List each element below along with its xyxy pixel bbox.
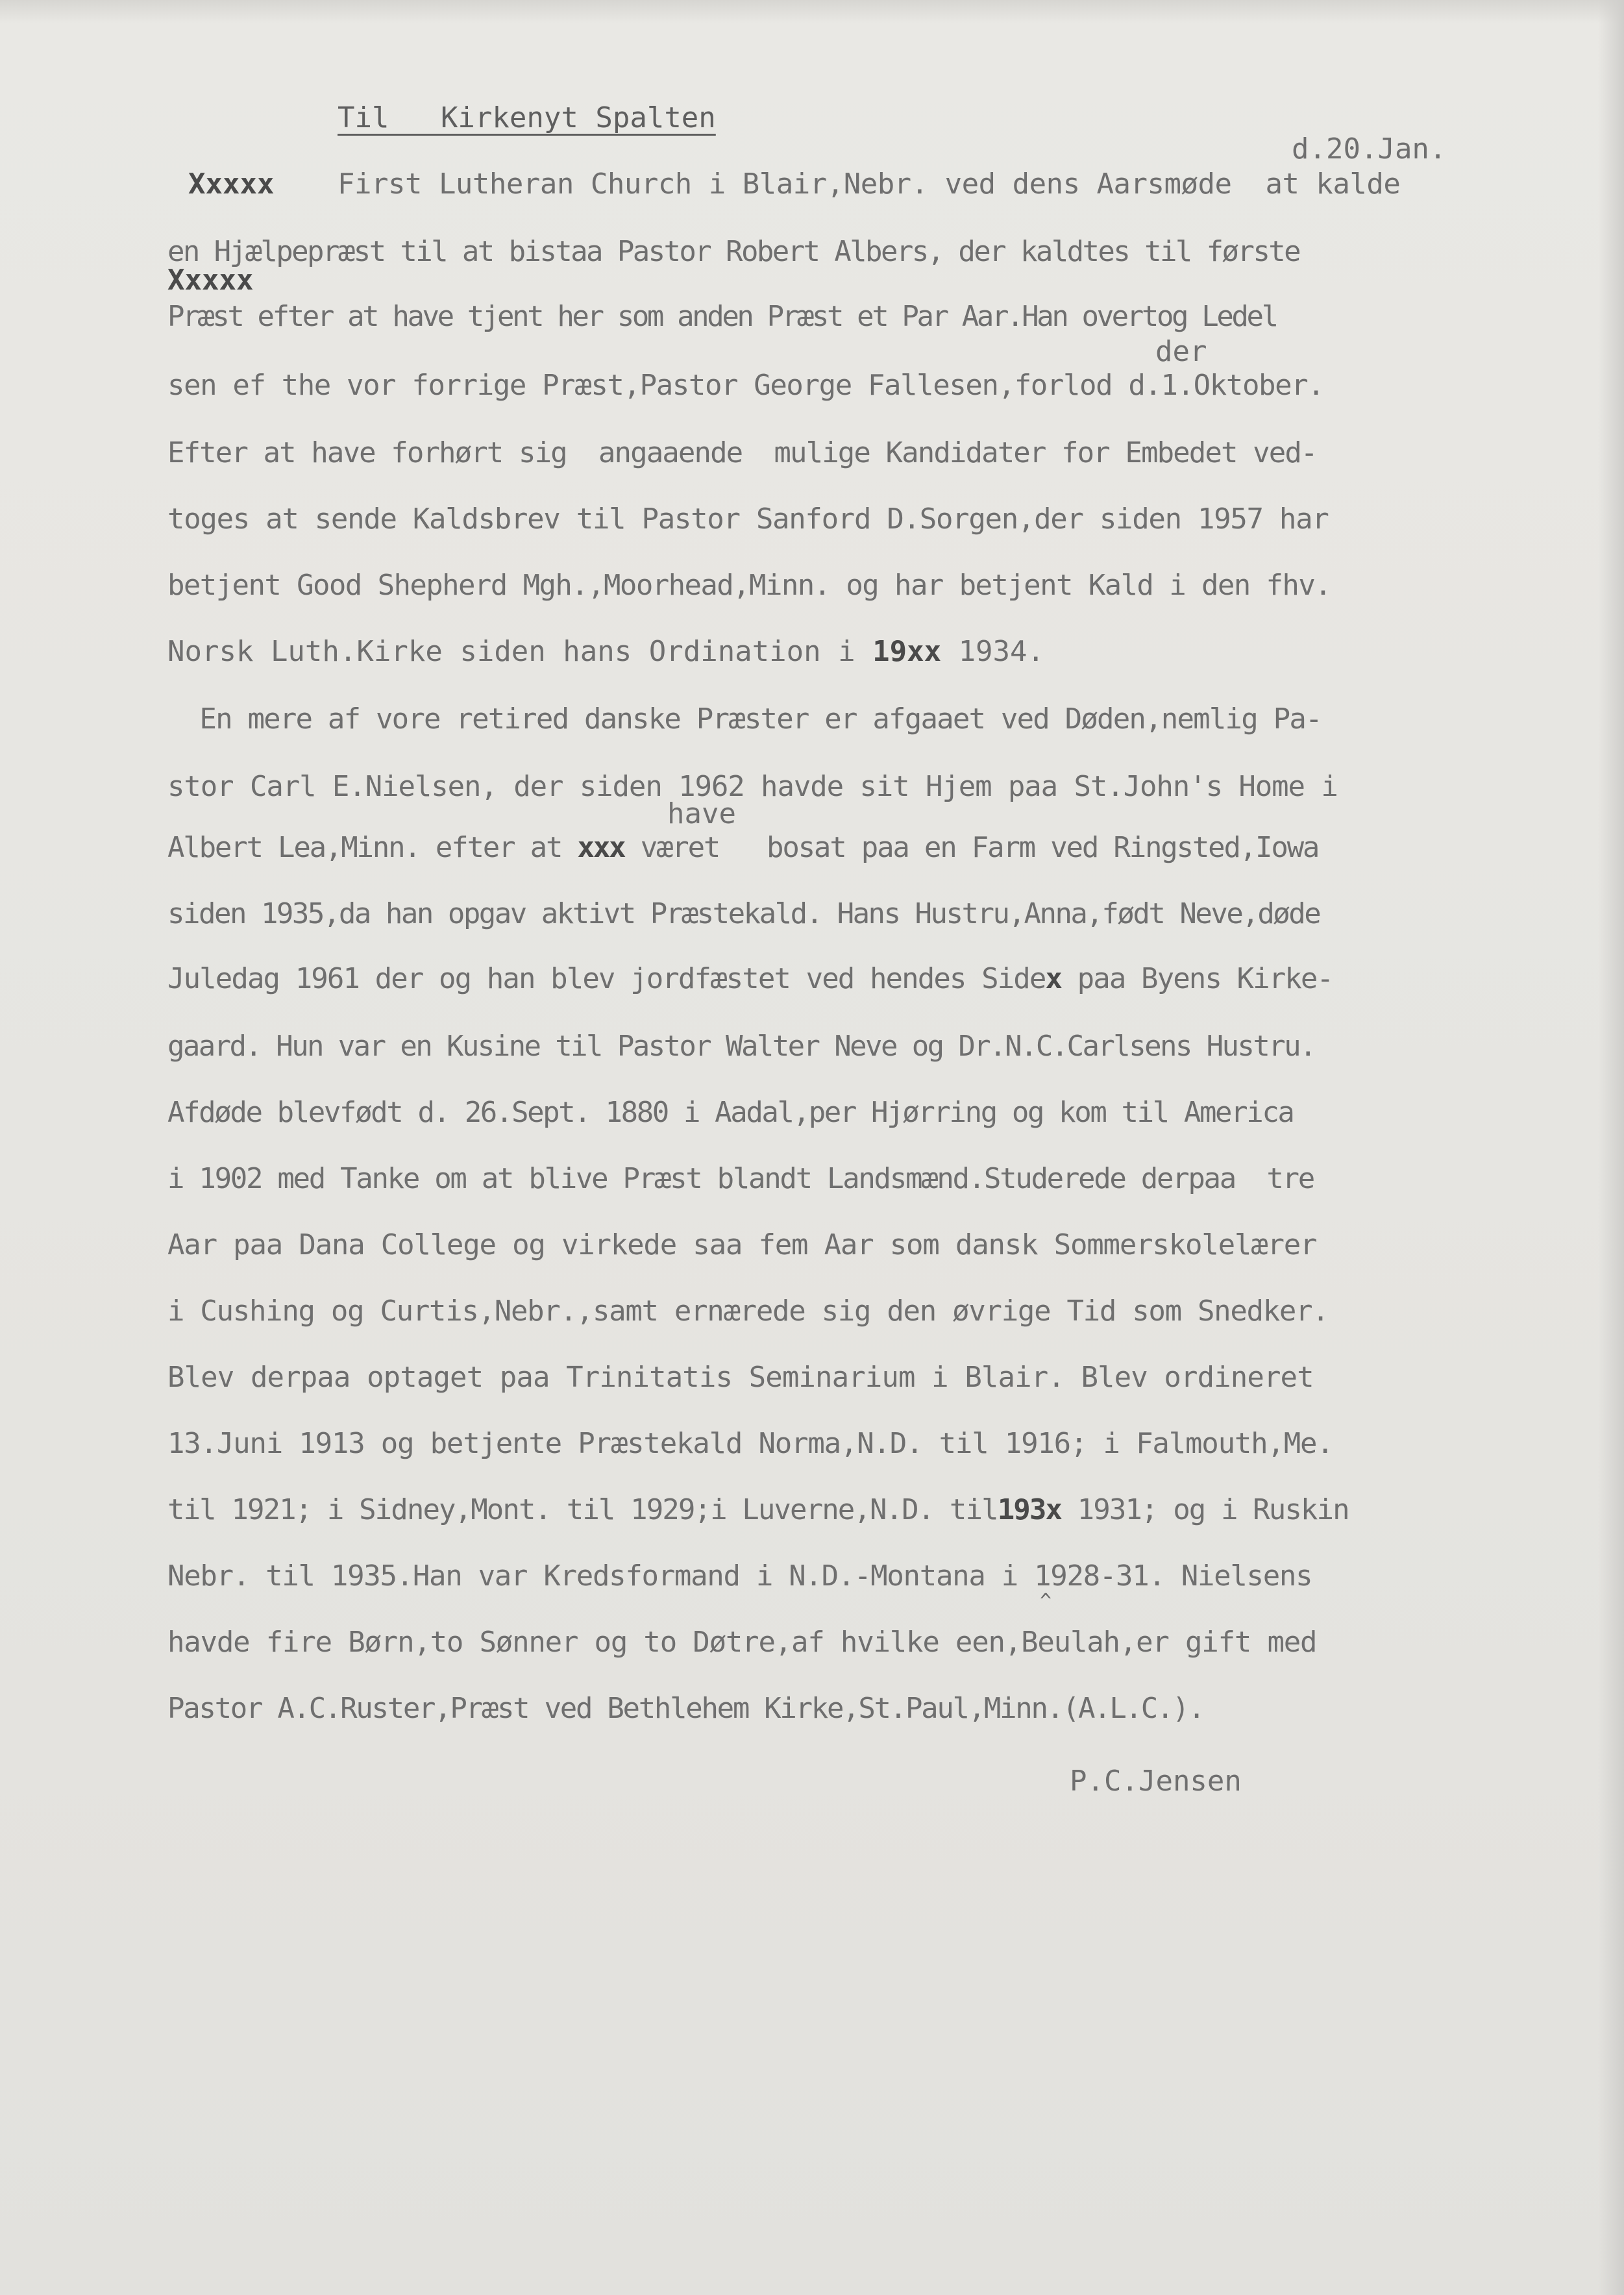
letter-date: d.20.Jan. xyxy=(1292,132,1447,166)
struck-text: x xyxy=(1045,962,1062,995)
inserted-word: der xyxy=(1155,335,1207,368)
paragraph-line: Albert Lea,Minn. efter at xxx været bosat paa en Farm ved Ringsted,Iowa xyxy=(167,831,1319,864)
paragraph-line: til 1921; i Sidney,Mont. til 1929;i Luverne,N.D. til193x 1931; og i Ruskin xyxy=(167,1493,1349,1526)
signature-name: P.C.Jensen xyxy=(1070,1765,1242,1798)
paragraph-line: stor Carl E.Nielsen, der siden 1962 havde sit Hjem paa St.John's Home i xyxy=(167,770,1338,803)
paragraph-line: sen ef the vor forrige Præst,Pastor George Fallesen,forlod d.1.Oktober. xyxy=(167,369,1324,402)
paragraph-line: havde fire Børn,to Sønner og to Døtre,af hvilke een,Beulah,er gift med xyxy=(167,1626,1317,1659)
paragraph-line: En mere af vore retired danske Præster er afgaaet ved Døden,nemlig Pa- xyxy=(167,702,1322,736)
paragraph-line: Efter at have forhørt sig angaaende mulige Kandidater for Embedet ved- xyxy=(167,436,1317,469)
paragraph-line: gaard. Hun var en Kusine til Pastor Walter Neve og Dr.N.C.Carlsens Hustru. xyxy=(167,1030,1315,1063)
paragraph-line: Norsk Luth.Kirke siden hans Ordination i 19xx 1934. xyxy=(167,635,1045,668)
paragraph-line: Blev derpaa optaget paa Trinitatis Seminarium i Blair. Blev ordineret xyxy=(167,1361,1314,1394)
struck-text: Xxxxx xyxy=(188,167,275,201)
paragraph-line: Præst efter at have tjent her som anden Præst et Par Aar.Han overtog Ledel xyxy=(167,300,1277,333)
paragraph-line: First Lutheran Church i Blair,Nebr. ved dens Aarsmøde at kalde xyxy=(338,167,1401,201)
paragraph-line: Aar paa Dana College og virkede saa fem Aar som dansk Sommerskolelærer xyxy=(167,1228,1317,1261)
page-heading: Til Kirkenyt Spalten xyxy=(338,101,716,134)
paragraph-line: i Cushing og Curtis,Nebr.,samt ernærede sig den øvrige Tid som Snedker. xyxy=(167,1295,1329,1328)
paragraph-line: Pastor A.C.Ruster,Præst ved Bethlehem Kirke,St.Paul,Minn.(A.L.C.). xyxy=(167,1692,1204,1725)
paragraph-line: siden 1935,da han opgav aktivt Præstekald. Hans Hustru,Anna,født Neve,døde xyxy=(167,897,1320,930)
paragraph-line: i 1902 med Tanke om at blive Præst blandt Landsmænd.Studerede derpaa tre xyxy=(167,1162,1314,1195)
struck-text: 19xx xyxy=(872,635,942,668)
paragraph-line: toges at sende Kaldsbrev til Pastor Sanford D.Sorgen,der siden 1957 har xyxy=(167,502,1329,536)
insertion-caret-icon: ^ xyxy=(1040,1590,1052,1613)
paragraph-line: Afdøde blevfødt d. 26.Sept. 1880 i Aadal,per Hjørring og kom til America xyxy=(167,1096,1294,1129)
paragraph-line: Juledag 1961 der og han blev jordfæstet ved hendes Sidex paa Byens Kirke- xyxy=(167,962,1333,995)
struck-text: 193x xyxy=(997,1493,1062,1526)
paragraph-line: Nebr. til 1935.Han var Kredsformand i N.D.-Montana i 1928-31. Nielsens xyxy=(167,1559,1312,1593)
struck-text: Xxxxx xyxy=(167,264,254,297)
paragraph-line: 13.Juni 1913 og betjente Præstekald Norma,N.D. til 1916; i Falmouth,Me. xyxy=(167,1427,1333,1460)
inserted-word: have xyxy=(667,797,736,830)
paragraph-line: betjent Good Shepherd Mgh.,Moorhead,Minn. og har betjent Kald i den fhv. xyxy=(167,569,1331,602)
paragraph-line: en Hjælpepræst til at bistaa Pastor Robert Albers, der kaldtes til første xyxy=(167,235,1299,268)
struck-text: xxx xyxy=(577,831,625,864)
